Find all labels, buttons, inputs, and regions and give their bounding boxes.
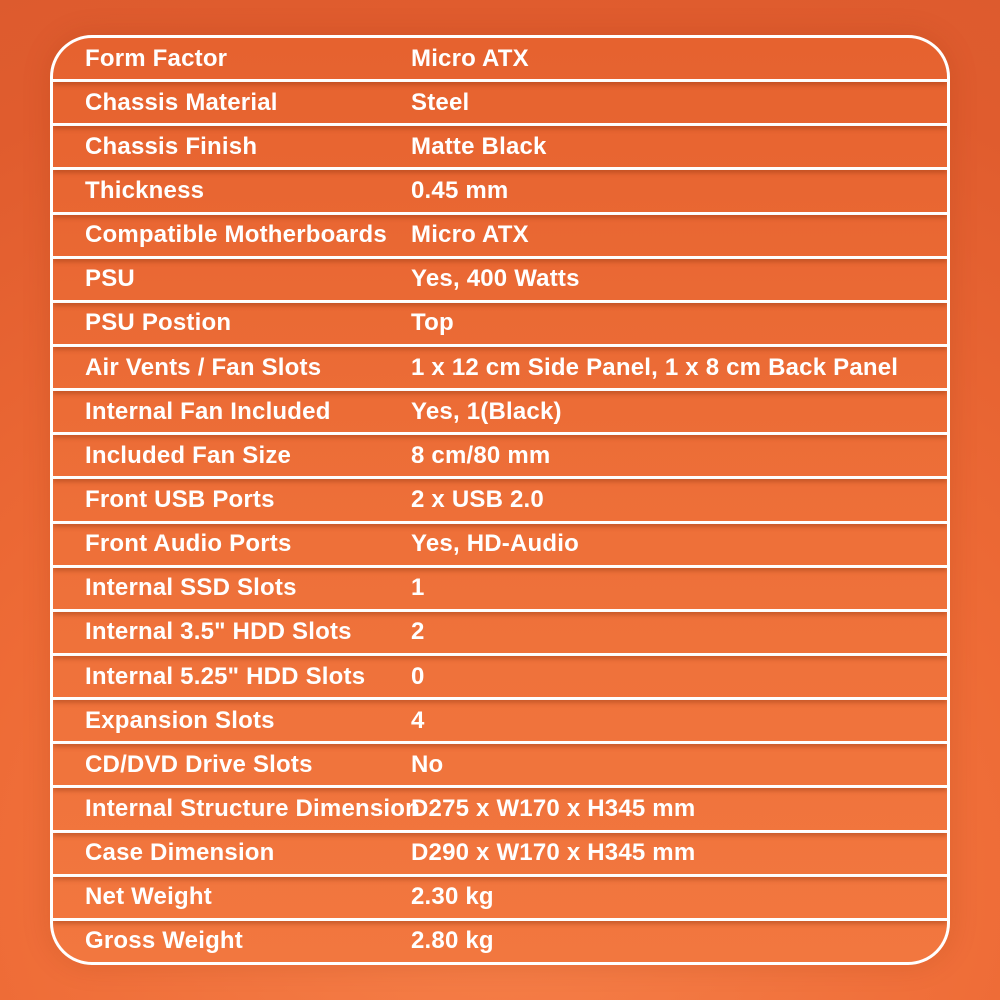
spec-row [53,656,947,700]
spec-value: 0 [411,662,425,690]
spec-label: Net Weight [85,883,212,911]
spec-row [53,303,947,347]
spec-value: 2 x USB 2.0 [411,485,544,513]
spec-row [53,126,947,170]
spec-value: 1 x 12 cm Side Panel, 1 x 8 cm Back Panel [411,353,899,381]
spec-label: Front Audio Ports [85,530,292,558]
spec-label: Case Dimension [85,839,275,867]
spec-label: Expansion Slots [85,706,275,734]
spec-row [53,788,947,832]
spec-label: Included Fan Size [85,441,292,469]
spec-row [53,347,947,391]
spec-label: Gross Weight [85,927,243,955]
spec-value: Steel [411,88,470,116]
spec-row [53,259,947,303]
spec-label: Front USB Ports [85,485,275,513]
spec-label: Internal Fan Included [85,397,331,425]
spec-value: Yes, 1(Black) [411,397,562,425]
spec-row [53,833,947,877]
spec-label: CD/DVD Drive Slots [85,750,313,778]
spec-value: Yes, HD-Audio [411,530,579,558]
spec-row [53,435,947,479]
spec-label: Internal SSD Slots [85,574,297,602]
spec-value: Matte Black [411,132,547,160]
spec-value: 8 cm/80 mm [411,441,551,469]
spec-label: PSU Postion [85,309,232,337]
spec-row [53,921,947,962]
spec-row [53,700,947,744]
spec-table [50,35,950,965]
spec-label: Internal 5.25" HDD Slots [85,662,366,690]
spec-value: Yes, 400 Watts [411,265,580,293]
spec-row [53,568,947,612]
spec-label: Thickness [85,176,205,204]
spec-value: D275 x W170 x H345 mm [411,794,696,822]
spec-label: Compatible Motherboards [85,221,387,249]
spec-label: Chassis Material [85,88,278,116]
spec-row [53,877,947,921]
spec-value: Micro ATX [411,44,529,72]
spec-label: Air Vents / Fan Slots [85,353,322,381]
spec-label: Internal 3.5" HDD Slots [85,618,352,646]
spec-row [53,38,947,82]
spec-row [53,524,947,568]
spec-label: PSU [85,265,135,293]
spec-value: Top [411,309,454,337]
spec-label: Chassis Finish [85,132,258,160]
spec-value: 2 [411,618,425,646]
spec-value: 4 [411,706,425,734]
spec-row [53,215,947,259]
spec-value: D290 x W170 x H345 mm [411,839,696,867]
spec-row [53,170,947,214]
spec-row [53,479,947,523]
spec-value: 2.80 kg [411,927,494,955]
spec-label: Internal Structure Dimension [85,794,420,822]
spec-row [53,744,947,788]
spec-label: Form Factor [85,44,228,72]
spec-value: 1 [411,574,425,602]
spec-value: 0.45 mm [411,176,509,204]
spec-value: No [411,750,444,778]
spec-row [53,82,947,126]
spec-value: 2.30 kg [411,883,494,911]
spec-value: Micro ATX [411,221,529,249]
spec-row [53,391,947,435]
spec-row [53,612,947,656]
